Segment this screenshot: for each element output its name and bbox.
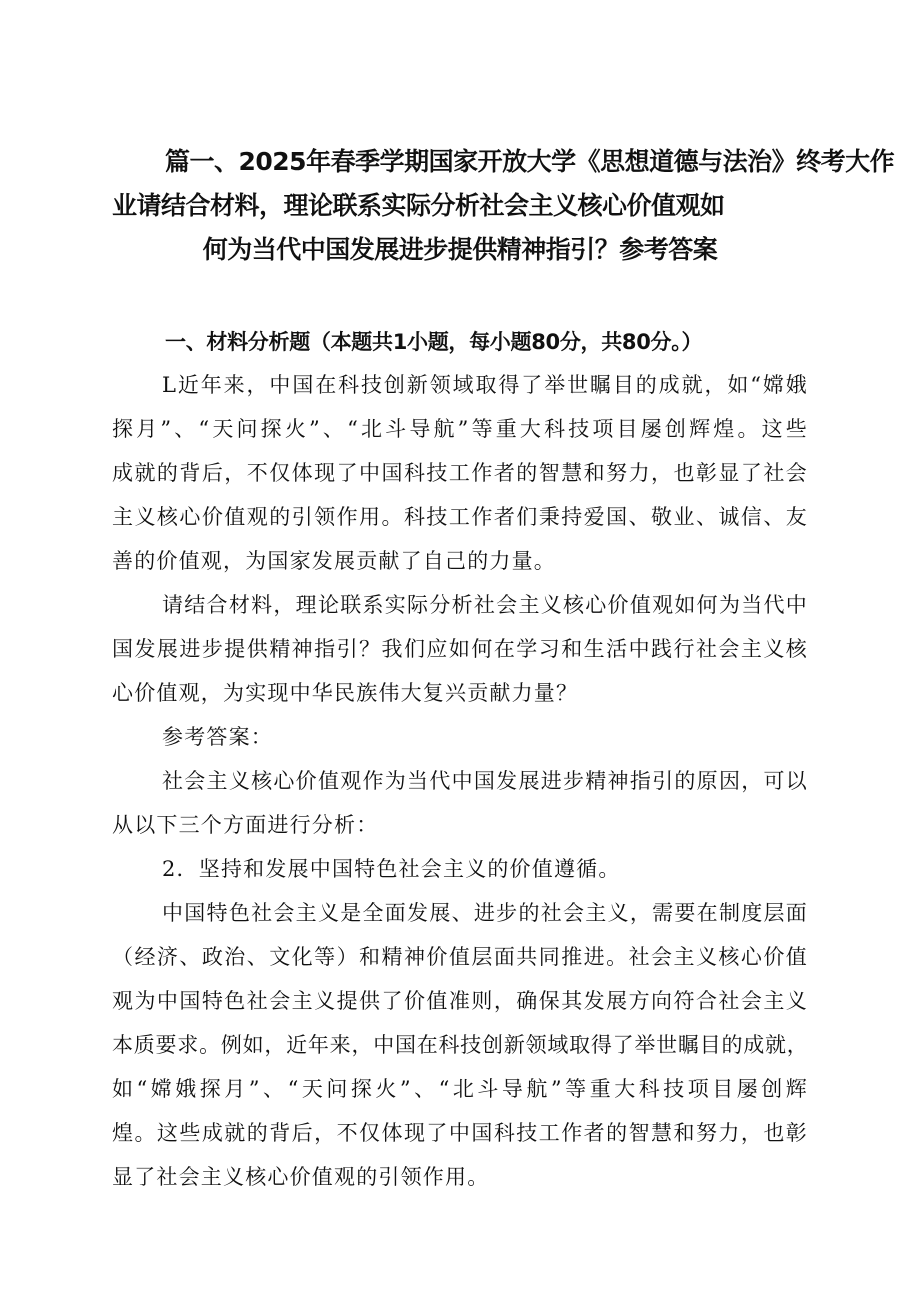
answer-label: 参考答案： [162,725,273,749]
body-line: 煌。这些成就的背后，不仅体现了中国科技工作者的智慧和努力，也彰 [112,1121,808,1145]
body-line: 本质要求。例如，近年来，中国在科技创新领域取得了举世瞩目的成就， [112,1033,808,1057]
body-line: （经济、政治、文化等）和精神价值层面共同推进。社会主义核心价值 [112,945,808,969]
body-line: 善的价值观，为国家发展贡献了自己的力量。 [112,549,556,573]
body-line: 社会主义核心价值观作为当代中国发展进步精神指引的原因，可以 [162,769,808,793]
body-line: 成就的背后，不仅体现了中国科技工作者的智慧和努力，也彰显了社会 [112,461,808,485]
numbered-point: 2．坚持和发展中国特色社会主义的价值遵循。 [162,857,621,881]
body-line: 主义核心价值观的引领作用。科技工作者们秉持爱国、敬业、诚信、友 [112,505,808,529]
body-line: 显了社会主义核心价值观的引领作用。 [112,1165,490,1189]
body-line: 观为中国特色社会主义提供了价值准则，确保其发展方向符合社会主义 [112,989,808,1013]
body-line: 如“嫦娥探月”、“天问探火”、“北斗导航”等重大科技项目屡创辉 [112,1077,808,1101]
body-line: L近年来，中国在科技创新领域取得了举世瞩目的成就，如“嫦娥 [162,373,808,397]
body-line: 国发展进步提供精神指引？我们应如何在学习和生活中践行社会主义核 [112,637,808,661]
body-line: 请结合材料，理论联系实际分析社会主义核心价值观如何为当代中 [162,593,808,617]
document-title-line-1: 篇一、2025年春季学期国家开放大学《思想道德与法治》终考大作 [165,147,895,176]
document-title-line-2: 业请结合材料，理论联系实际分析社会主义核心价值观如 [112,191,725,220]
section-heading: 一、材料分析题（本题共1小题，每小题80分，共80分。） [165,330,703,354]
body-line: 从以下三个方面进行分析： [112,813,379,837]
body-line: 中国特色社会主义是全面发展、进步的社会主义，需要在制度层面 [162,901,808,925]
document-title-line-3: 何为当代中国发展进步提供精神指引？参考答案 [202,235,718,264]
body-line: 心价值观，为实现中华民族伟大复兴贡献力量？ [112,681,579,705]
body-line: 探月”、“天问探火”、“北斗导航”等重大科技项目屡创辉煌。这些 [112,417,808,441]
